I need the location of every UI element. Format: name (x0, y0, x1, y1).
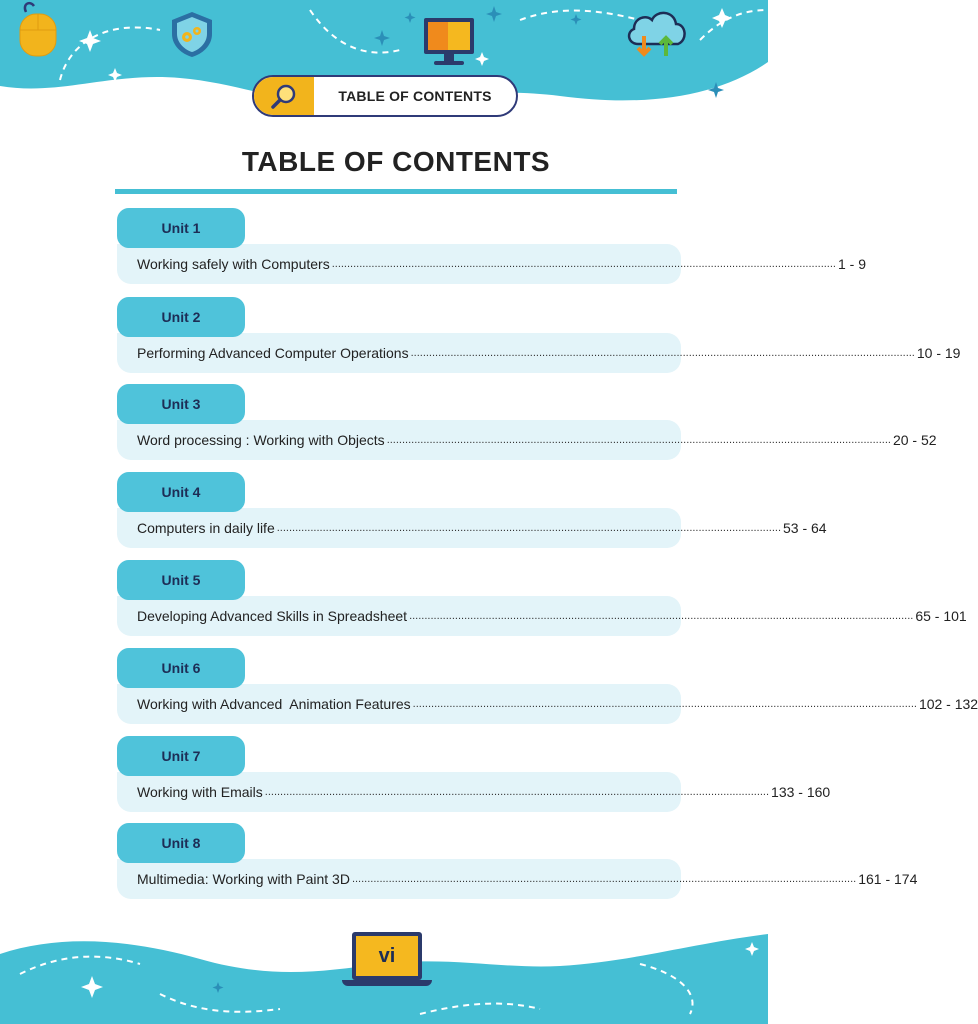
page-number: vi (356, 936, 418, 976)
toc-pages: 20 - 52 (892, 432, 937, 448)
dot-leader: ..................................................................................................................................................................... (264, 786, 770, 798)
toc-topic: Word processing : Working with Objects (137, 432, 385, 448)
toc-row[interactable] (117, 420, 937, 460)
laptop-icon (352, 932, 422, 980)
dot-leader: ..................................................................................................................................................................... (412, 698, 917, 710)
unit-entry (117, 648, 978, 726)
toc-pages: 53 - 64 (783, 520, 827, 536)
dot-leader: ..................................................................................................................................................................... (331, 258, 836, 270)
unit-entry (117, 384, 937, 462)
toc-row[interactable] (117, 508, 827, 548)
unit-entry (117, 736, 831, 814)
toc-row[interactable] (117, 244, 866, 284)
laptop-base (342, 980, 432, 986)
unit-entry (117, 560, 967, 638)
toc-pages: 102 - 132 (918, 696, 978, 712)
toc-pages: 133 - 160 (771, 784, 831, 800)
unit-label: Unit 7 (117, 736, 245, 776)
unit-entry (117, 472, 827, 550)
header-pill-icon-area (254, 77, 314, 115)
toc-pages: 10 - 19 (916, 345, 961, 361)
toc-topic: Developing Advanced Skills in Spreadsheet (137, 608, 408, 624)
page-title: TABLE OF CONTENTS (241, 146, 551, 177)
dot-leader: ..................................................................................................................................................................... (276, 522, 781, 534)
toc-pages: 161 - 174 (858, 871, 918, 887)
header-pill (252, 75, 518, 117)
toc-topic: Performing Advanced Computer Operations (137, 345, 409, 361)
shield-gear-icon (168, 10, 216, 58)
unit-entry (117, 297, 961, 375)
dot-leader: ..................................................................................................................................................................... (386, 434, 891, 446)
unit-label: Unit 1 (117, 208, 245, 248)
toc-topic: Working with Emails (137, 784, 263, 800)
toc-row[interactable] (117, 596, 967, 636)
unit-label: Unit 5 (117, 560, 245, 600)
cloud-transfer-icon (622, 6, 690, 60)
unit-label: Unit 2 (117, 297, 245, 337)
unit-label: Unit 6 (117, 648, 245, 688)
header-pill-label: TABLE OF CONTENTS (338, 88, 492, 104)
toc-topic: Working with Advanced Animation Features (137, 696, 411, 712)
toc-row[interactable] (117, 859, 918, 899)
dot-leader: ..................................................................................................................................................................... (410, 347, 915, 359)
dot-leader: ..................................................................................................................................................................... (409, 610, 914, 622)
dot-leader: ..................................................................................................................................................................... (351, 873, 857, 885)
toc-topic: Working safely with Computers (137, 256, 330, 272)
toc-row[interactable] (117, 684, 978, 724)
toc-row[interactable] (117, 333, 961, 373)
toc-topic: Computers in daily life (137, 520, 275, 536)
toc-pages: 1 - 9 (837, 256, 866, 272)
unit-entry (117, 823, 918, 901)
unit-label: Unit 3 (117, 384, 245, 424)
mouse-icon (12, 2, 62, 58)
toc-topic: Multimedia: Working with Paint 3D (137, 871, 350, 887)
unit-entry (117, 208, 866, 286)
toc-pages: 65 - 101 (915, 608, 967, 624)
page-number-laptop (342, 932, 432, 988)
unit-label: Unit 8 (117, 823, 245, 863)
title-underline (115, 189, 677, 194)
unit-label: Unit 4 (117, 472, 245, 512)
monitor-icon (422, 16, 476, 68)
magnifier-icon (270, 83, 298, 111)
toc-row[interactable] (117, 772, 831, 812)
